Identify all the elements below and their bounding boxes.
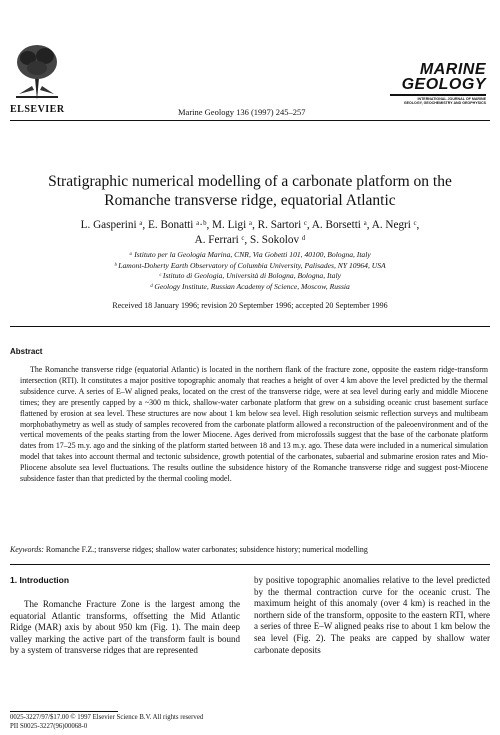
- section-heading-introduction: 1. Introduction: [10, 575, 70, 585]
- pii-line: PII S0025-3227(96)00068-0: [10, 722, 88, 730]
- elsevier-tree-logo-icon: [14, 42, 60, 100]
- affiliation-d: ᵈ Geology Institute, Russian Academy of Science, Moscow, Russia: [150, 281, 350, 291]
- keywords-label: Keywords:: [10, 545, 44, 554]
- affiliations: [30, 250, 470, 292]
- journal-logo-tagline1: INTERNATIONAL JOURNAL OF MARINE: [417, 97, 486, 101]
- authors-line-2: A. Ferrari ᶜ, S. Sokolov ᵈ: [194, 234, 306, 246]
- journal-logo-tagline2: GEOLOGY, GEOCHEMISTRY AND GEOPHYSICS: [403, 101, 486, 106]
- journal-citation: Marine Geology 136 (1997) 245–257: [178, 107, 306, 117]
- affiliation-b: ᵇ Lamont-Doherty Earth Observatory of Columbia University, Palisades, NY 10964, USA: [114, 260, 386, 270]
- author-list: [20, 218, 480, 248]
- received-dates: Received 18 January 1996; revision 20 September 1996; accepted 20 September 1996: [112, 301, 388, 310]
- section-rule-top: [10, 326, 490, 327]
- masthead: [0, 0, 500, 128]
- journal-logo: [390, 62, 486, 106]
- affiliation-a: ᵃ Istituto per la Geologia Marina, CNR, Via Gobetti 101, 40100, Bologna, Italy: [129, 250, 371, 259]
- abstract-body: [20, 365, 488, 485]
- abstract-text: The Romanche transverse ridge (equatorial Atlantic) is located in the northern flank of the fracture zone, opposite the eastern ridge-transform intersection (RTI). It constitutes a major positive topographic anomaly that reaches a height of over 4 km above the level predicted by the thermal subsidence curve. A series of E–W aligned peaks, located on the crest of the transverse ridge, were at sea level during early and middle Miocene times; they are presently capped by a ~300 m thick, shallow-water carbonate platform that grew on a subsiding oceanic crust basement surface flattened by erosion at sea level. These structures are now about 1 km below sea level. High resolution seismic reflection surveys and multibeam morphobathymetry as well as study of samples recovered from the carbonate platform allowed a reconstruction of the paleoenvironment and of the vertical movements of the peaks starting from the lower Miocene. Ages derived from microfossils suggest that the base of the carbonate platform dates from 17–25 m.y. ago and the sinking of the platform started between 18 and 13 m.y. ago. These data were included in a numerical simulation model that takes into account thermal and tectonic subsidence, growth potential of the carbonates, subaerial and submarine erosion rates and Mio-Pliocene absolute sea level fluctuations. The results outline the subsidence history of the Romanche transverse ridge and suggest post-Miocene subsidence faster than that predicted by the thermal cooling model.: [20, 365, 488, 484]
- copyright-line: 0025-3227/97/$17.00 © 1997 Elsevier Science B.V. All rights reserved: [10, 714, 204, 721]
- footer-rule: [10, 711, 118, 712]
- section-rule-bottom: [10, 564, 490, 565]
- title-line-1: Stratigraphic numerical modelling of a carbonate platform on the: [48, 173, 452, 190]
- introduction-text-left: The Romanche Fracture Zone is the largest among the equatorial Atlantic transforms, offsetting the Mid Atlantic Ridge (MAR) axis by about 950 km (Fig. 1). The main deep valley marking the active part of the transform fault is bound by a system of transverse ridges that are represented: [10, 599, 240, 656]
- right-column: [254, 575, 490, 656]
- left-column: [10, 575, 240, 657]
- affiliation-c: ᶜ Istituto di Geologia, Università di Bologna, Bologna, Italy: [159, 271, 341, 281]
- title-line-2: Romanche transverse ridge, equatorial Atlantic: [104, 192, 396, 209]
- abstract-heading: Abstract: [10, 347, 43, 356]
- article-title: [14, 172, 486, 210]
- authors-line-1: L. Gasperini ᵃ, E. Bonatti ᵃ·ᵇ, M. Ligi ᵃ, R. Sartori ᶜ, A. Borsetti ᵃ, A. Negri ᶜ,: [80, 219, 420, 231]
- journal-logo-line2: GEOLOGY: [401, 76, 486, 93]
- header-rule: [10, 120, 490, 121]
- introduction-text-right: by positive topographic anomalies relative to the level predicted by the thermal contraction curve for the oceanic crust. The maximum height of this anomaly (over 4 km) is reached in the northern side of the transform, opposite to the eastern RTI, where a series of three E–W aligned peaks rise to about 1 km below the sea level (Fig. 2). The peaks are capped by shallow water carbonate deposits: [254, 575, 490, 655]
- keywords-text: Romanche F.Z.; transverse ridges; shallow water carbonates; subsidence history; numerical modelling: [43, 545, 368, 554]
- publisher-name: ELSEVIER: [10, 104, 65, 115]
- keywords: [10, 545, 490, 554]
- copyright-footer: [10, 714, 203, 731]
- journal-logo-rule: [390, 94, 486, 96]
- journal-logo-line1: MARINE: [419, 61, 486, 78]
